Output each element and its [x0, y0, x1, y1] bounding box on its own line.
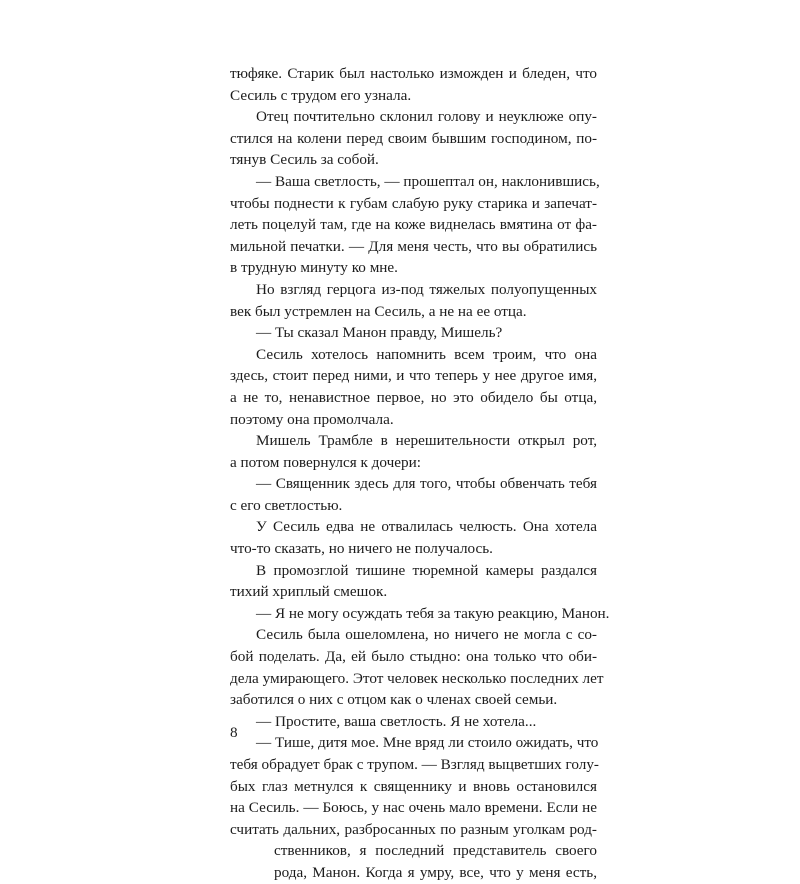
text-line: Но взгляд герцога из-под тяжелых полуопущенных: [256, 280, 597, 298]
text-line: тебя обрадует брак с трупом. — Взгляд выцветших голу-: [230, 756, 599, 773]
text-line: В промозглой тишине тюремной камеры раздался: [256, 561, 597, 579]
text-line: Мишель Трамбле в нерешительности открыл рот,: [256, 432, 597, 450]
text-line: бых глаз метнулся к священнику и вновь остановился: [230, 777, 597, 795]
text-line: с его светлостью.: [230, 496, 343, 514]
text-line: заботился о них с отцом как о членах своей семьи.: [230, 691, 558, 709]
text-line: — Тише, дитя мое. Мне вряд ли стоило ожидать, что: [256, 734, 599, 752]
page-body-text: [230, 63, 610, 884]
text-line: леть поцелуй там, где на коже виднелась вмятина от фа-: [230, 216, 597, 234]
text-line: тихий хриплый смешок.: [230, 583, 388, 601]
text-line: — Ваша светлость, — прошептал он, наклонившись,: [256, 172, 600, 190]
text-line: Сесиль была ошеломлена, но ничего не могла с со-: [256, 626, 597, 644]
text-line: дела умирающего. Этот человек несколько последних лет: [230, 669, 604, 687]
text-line: бой поделать. Да, ей было стыдно: она только что оби-: [230, 648, 597, 666]
text-line: мильной печатки. — Для меня честь, что вы обратились: [230, 237, 597, 255]
text-line: Сесиль хотелось напомнить всем троим, что она: [256, 345, 597, 363]
page-number: 8: [230, 724, 238, 741]
text-line: стился на колени перед своим бывшим господином, по-: [230, 129, 597, 147]
text-line: тюфяке. Старик был настолько изможден и бледен, что: [230, 65, 597, 82]
text-line: — Ты сказал Манон правду, Мишель?: [256, 324, 503, 342]
text-line: поэтому она промолчала.: [230, 410, 394, 428]
text-line: рода, Манон. Когда я умру, все, что у меня есть,: [274, 863, 597, 881]
text-line: — Простите, ваша светлость. Я не хотела...: [256, 712, 537, 730]
text-line: чтобы поднести к губам слабую руку старика и запечат-: [230, 194, 597, 212]
text-line: Отец почтительно склонил голову и неуклюже опу-: [256, 108, 597, 126]
text-line: а не то, ненавистное первое, но это обидело бы отца,: [230, 388, 597, 406]
text-line: Сесиль с трудом его узнала.: [230, 86, 412, 104]
text-line: на Сесиль. — Боюсь, у нас очень мало времени. Если не: [230, 799, 597, 817]
text-line: У Сесиль едва не отвалилась челюсть. Она хотела: [256, 518, 597, 536]
text-line: а потом повернулся к дочери:: [230, 453, 421, 471]
text-line: век был устремлен на Сесиль, а не на ее отца.: [230, 302, 527, 320]
text-line: в трудную минуту ко мне.: [230, 259, 398, 277]
text-line: ственников, я последний представитель своего: [274, 842, 597, 860]
text-line: считать дальних, разбросанных по разным уголкам род-: [230, 820, 597, 838]
text-line: тянув Сесиль за собой.: [230, 151, 379, 169]
text-line: здесь, стоит перед ними, и что теперь у нее другое имя,: [230, 367, 597, 385]
text-line: — Священник здесь для того, чтобы обвенчать тебя: [256, 475, 597, 493]
text-line: что-то сказать, но ничего не получалось.: [230, 540, 493, 558]
text-line: — Я не могу осуждать тебя за такую реакцию, Манон.: [256, 604, 610, 622]
